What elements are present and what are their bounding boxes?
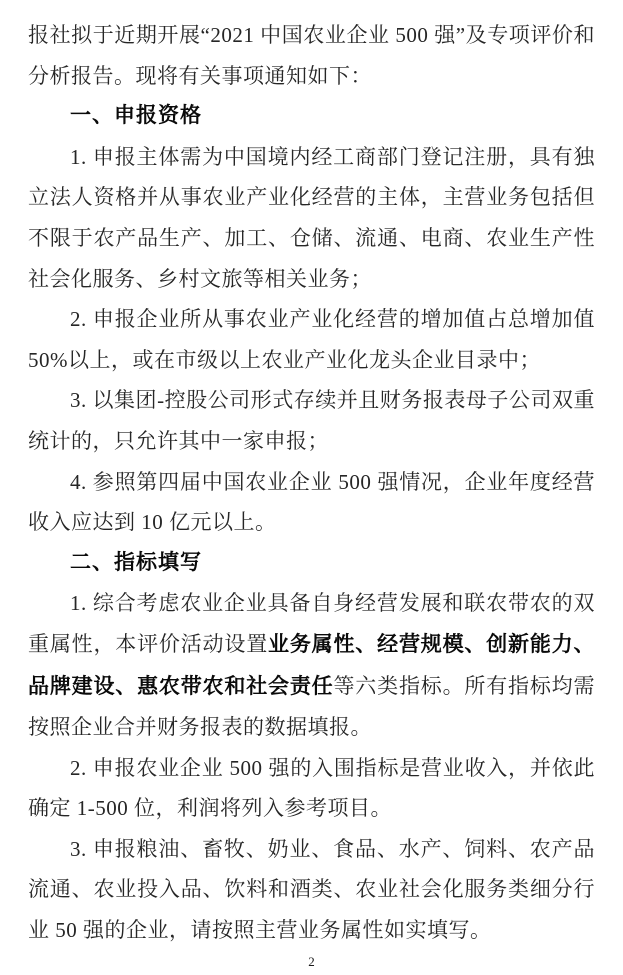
section-1-paragraph-1: 1. 申报主体需为中国境内经工商部门登记注册，具有独立法人资格并从事农业产业化经营的主体，主营业务包括但不限于农产品生产、加工、仓储、流通、电商、农业生产性社会化服务、乡村文旅等相关业务；: [28, 144, 595, 291]
section-2-paragraph-1-bold-indicators: 业务属性、经营规模、创新能力、品牌建设、惠农带农和社会责任: [28, 632, 596, 698]
section-1-paragraph-3: 3. 以集团-控股公司形式存续并且财务报表母子公司双重统计的，只允许其中一家申报；: [28, 388, 595, 453]
section-2-heading: 二、指标填写: [70, 550, 202, 574]
section-2-paragraph-2: 2. 申报农业企业 500 强的入围指标是营业收入，并依此确定 1-500 位，利润将列入参考项目。: [28, 755, 595, 821]
section-1-paragraph-4: 4. 参照第四届中国农业企业 500 强情况，企业年度经营收入应达到 10 亿元以上。: [28, 469, 595, 535]
section-2-paragraph-1-pre: 1. 综合考虑农业企业具备自身经营发展和联农带农的双重属性，本评价活动设置: [28, 591, 595, 656]
page-number: 2: [308, 954, 315, 969]
intro-paragraph: 报社拟于近期开展“2021 中国农业企业 500 强”及专项评价和分析报告。现将有关事项通知如下：: [28, 23, 595, 88]
section-1-paragraph-2: 2. 申报企业所从事农业产业化经营的增加值占总增加值 50%以上，或在市级以上农业产业化龙头企业目录中；: [28, 307, 595, 372]
section-1-heading: 一、申报资格: [70, 104, 202, 128]
section-2-paragraph-3: 3. 申报粮油、畜牧、奶业、食品、水产、饲料、农产品流通、农业投入品、饮料和酒类、农业社会化服务类细分行业 50 强的企业，请按照主营业务属性如实填写。: [28, 836, 595, 943]
section-2-paragraph-1-post: 等六类指标。所有指标均需按照企业合并财务报表的数据填报。: [28, 673, 596, 740]
section-2-paragraph-1: [28, 583, 595, 747]
